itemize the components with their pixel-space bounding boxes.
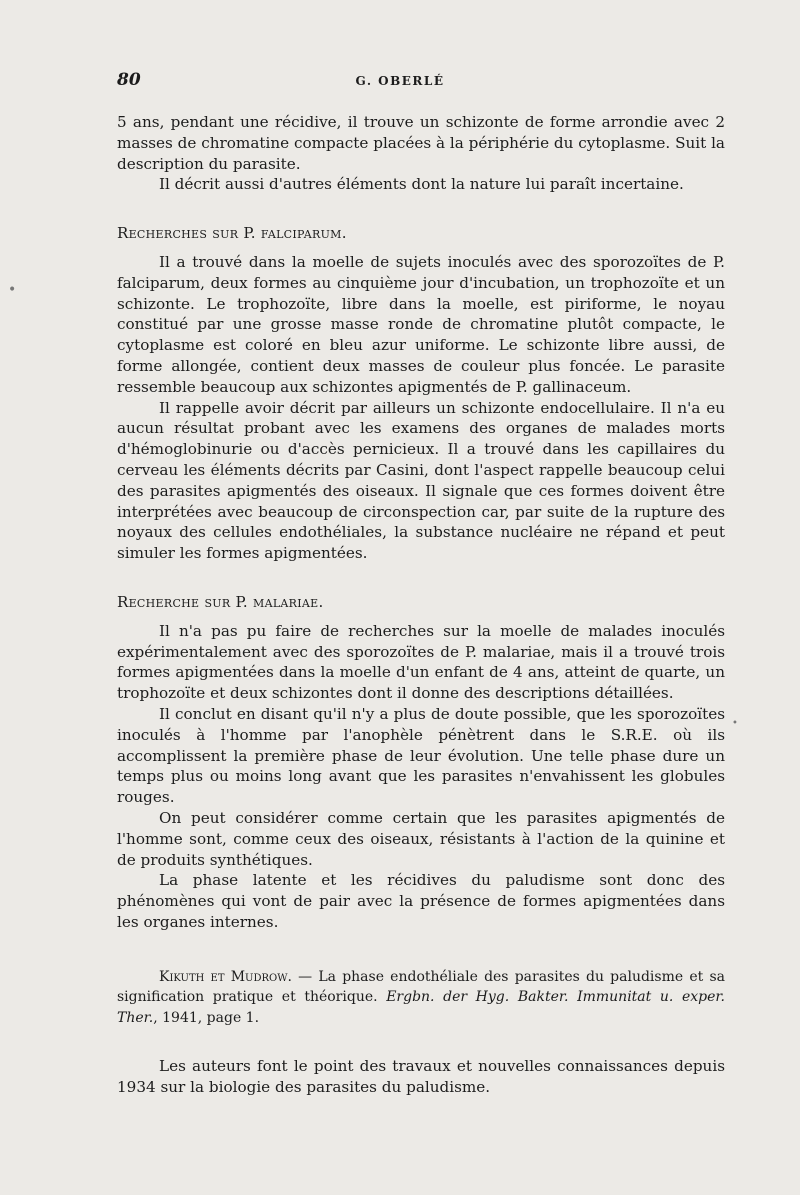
paragraph: On peut considérer comme certain que les parasites apigmentés de l'homme sont, comme ceux des oiseaux, résistants à l'action de la quinine et de produits synthétiques.: [117, 808, 725, 869]
reference-details: , 1941, page 1.: [153, 1009, 260, 1026]
paragraph: Il rappelle avoir décrit par ailleurs un schizonte endocellulaire. Il n'a eu aucun résultat probant avec les examens des organes de malades morts d'hémoglobinurie ou d'accès pernicieux. Il a trouvé dans les capillaires du cerveau les éléments décrits par Casini, dont l'aspect rappelle beaucoup celui des parasites apigmentés des oiseaux. Il signale que ces formes doivent être interprétées avec beaucoup de circonspection car, par suite de la rupture des noyaux des cellules endothéliales, la substance nucléaire ne répand et peut simuler les formes apigmentées.: [117, 398, 725, 563]
section-heading-falciparum: Recherches sur P. falciparum.: [117, 224, 347, 243]
body-text: [117, 112, 725, 1098]
reference-title: — La phase endothéliale des parasites du paludisme et sa signification pratique et théorique.: [117, 968, 725, 1006]
paragraph: 5 ans, pendant une récidive, il trouve un schizonte de forme arrondie avec 2 masses de chromatine compacte placées à la périphérie du cytoplasme. Suit la description du parasite.: [117, 113, 725, 173]
scan-speck: •: [8, 282, 17, 298]
paragraph: Il décrit aussi d'autres éléments dont la nature lui paraît incertaine.: [159, 175, 684, 194]
paragraph: La phase latente et les récidives du paludisme sont donc des phénomènes qui vont de pair avec la présence de formes apigmentées dans les organes internes.: [117, 871, 725, 931]
summary-paragraph: Les auteurs font le point des travaux et nouvelles connaissances depuis 1934 sur la biologie des parasites du paludisme.: [117, 1057, 725, 1096]
paragraph: Il n'a pas pu faire de recherches sur la moelle de malades inoculés expérimentalement avec des sporozoïtes de P. malariae, mais il a trouvé trois formes apigmentées dans la moelle d'un enfant de 4 ans, atteint de quarte, un trophozoïte et deux schizontes dont il donne des descriptions détaillées.: [117, 621, 725, 703]
reference-authors: Kikuth et Mudrow.: [159, 968, 292, 985]
section-heading-malariae: Recherche sur P. malariae.: [117, 592, 324, 611]
reference-journal: Ergbn. der Hyg. Bakter. Immunitat u. exper. Ther.: [117, 989, 726, 1026]
paragraph: Il a trouvé dans la moelle de sujets inoculés avec des sporozoïtes de P. falciparum, deux formes au cinquième jour d'incubation, un trophozoïte et un schizonte. Le trophozoïte, libre dans la moelle, est piriforme, le noyau constitué par une grosse masse ronde de chromatine plutôt compacte, le cytoplasme est coloré en bleu azur uniforme. Le schizonte libre aussi, de forme allongée, contient deux masses de couleur plus foncée. Le parasite ressemble beaucoup aux schizontes apigmentés de P. gallinaceum.: [117, 252, 725, 396]
page-header: [0, 70, 800, 94]
scan-speck: •: [732, 718, 738, 729]
paragraph: Il conclut en disant qu'il n'y a plus de doute possible, que les sporozoïtes inoculés à l'homme par l'anophèle pénètrent dans le S.R.E. où ils accomplissent la première phase de leur évolution. Une telle phase dure un temps plus ou moins long avant que les parasites n'envahissent les globules rouges.: [117, 704, 725, 807]
page-number: 80: [117, 70, 141, 90]
running-head: G. OBERLÉ: [355, 74, 445, 88]
bibliographic-reference: [117, 967, 725, 1029]
